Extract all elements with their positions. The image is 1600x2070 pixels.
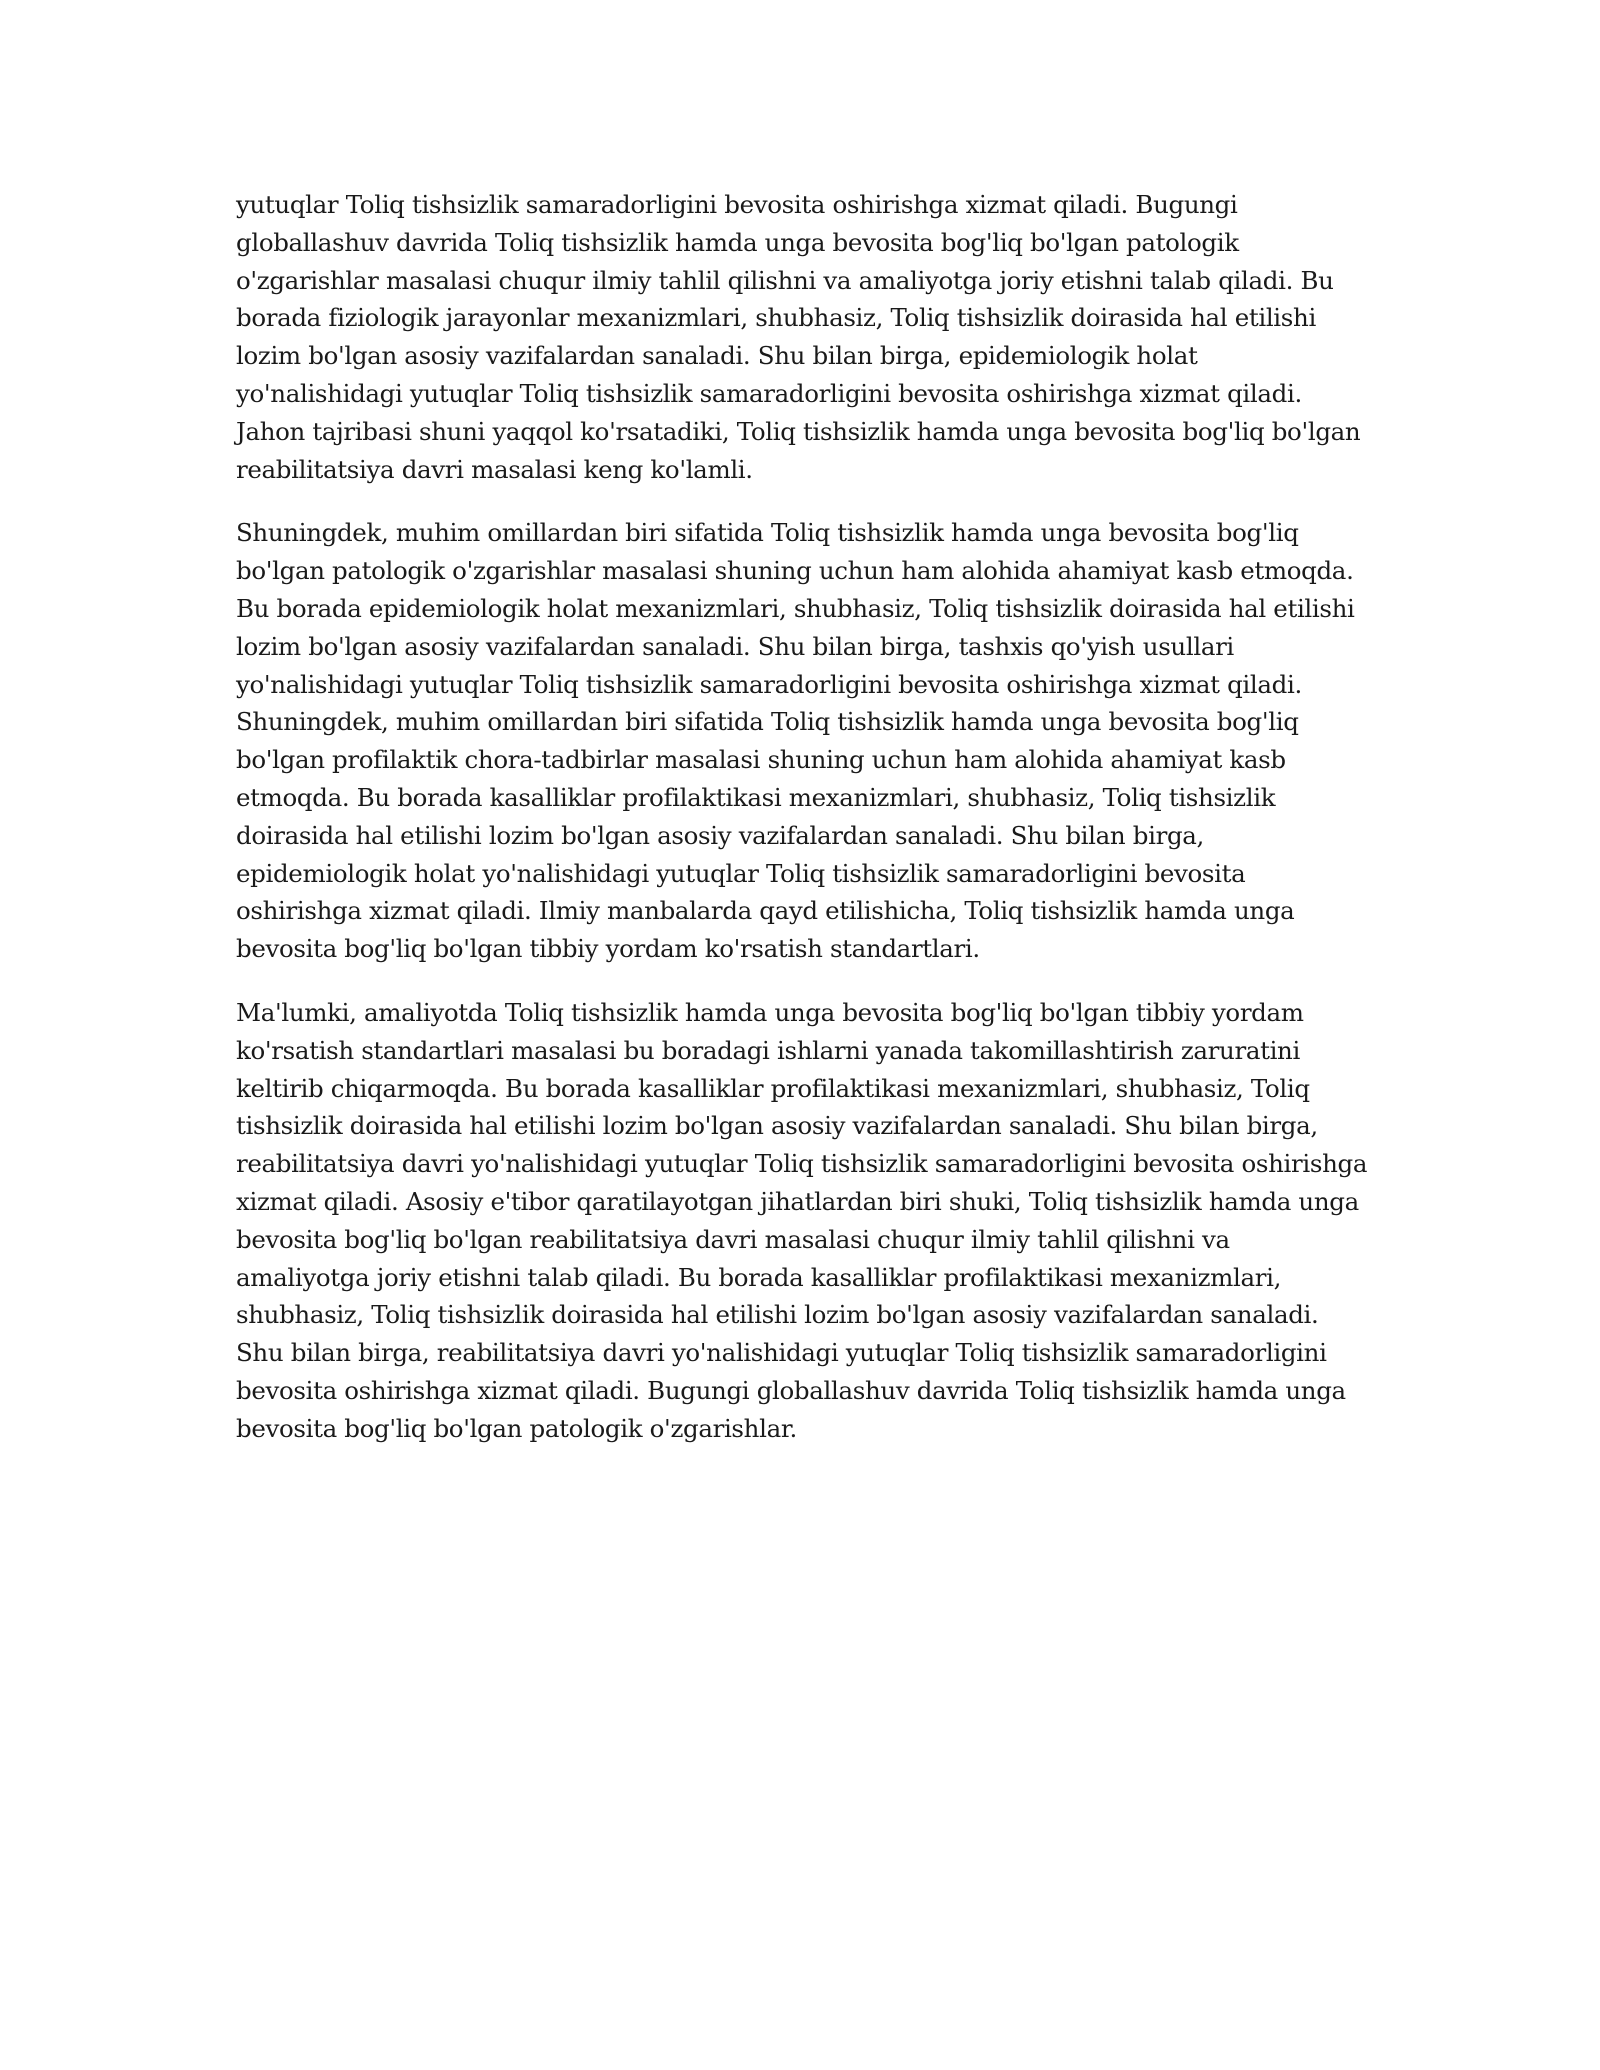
paragraph-3: Ma'lumki, amaliyotda Toliq tishsizlik hamda unga bevosita bog'liq bo'lgan tibbiy yordam ko'rsatish standartlari masalasi bu boradagi ishlarni yanada takomillashtirish zaruratini keltirib chiqarmoqda. Bu borada kasalliklar profilaktikasi mexanizmlari, shubhasiz, Toliq tishsizlik doirasida hal etilishi lozim bo'lgan asosiy vazifalardan sanaladi. Shu bilan birga, reabilitatsiya davri yo'nalishidagi yutuqlar Toliq tishsizlik samaradorligini bevosita oshirishga xizmat qiladi. Asosiy e'tibor qaratilayotgan jihatlardan biri shuki, Toliq tishsizlik hamda unga bevosita bog'liq bo'lgan reabilitatsiya davri masalasi chuqur ilmiy tahlil qilishni va amaliyotga joriy etishni talab qiladi. Bu borada kasalliklar profilaktikasi mexanizmlari, shubhasiz, Toliq tishsizlik doirasida hal etilishi lozim bo'lgan asosiy vazifalardan sanaladi. Shu bilan birga, reabilitatsiya davri yo'nalishidagi yutuqlar Toliq tishsizlik samaradorligini bevosita oshirishga xizmat qiladi. Bugungi globallashuv davrida Toliq tishsizlik hamda unga bevosita bog'liq bo'lgan patologik o'zgarishlar.: [236, 997, 1368, 1443]
document-body: [236, 186, 1370, 1474]
paragraph-2: Shuningdek, muhim omillardan biri sifatida Toliq tishsizlik hamda unga bevosita bog'liq bo'lgan patologik o'zgarishlar masalasi shuning uchun ham alohida ahamiyat kasb etmoqda. Bu borada epidemiologik holat mexanizmlari, shubhasiz, Toliq tishsizlik doirasida hal etilishi lozim bo'lgan asosiy vazifalardan sanaladi. Shu bilan birga, tashxis qo'yish usullari yo'nalishidagi yutuqlar Toliq tishsizlik samaradorligini bevosita oshirishga xizmat qiladi. Shuningdek, muhim omillardan biri sifatida Toliq tishsizlik hamda unga bevosita bog'liq bo'lgan profilaktik chora-tadbirlar masalasi shuning uchun ham alohida ahamiyat kasb etmoqda. Bu borada kasalliklar profilaktikasi mexanizmlari, shubhasiz, Toliq tishsizlik doirasida hal etilishi lozim bo'lgan asosiy vazifalardan sanaladi. Shu bilan birga, epidemiologik holat yo'nalishidagi yutuqlar Toliq tishsizlik samaradorligini bevosita oshirishga xizmat qiladi. Ilmiy manbalarda qayd etilishicha, Toliq tishsizlik hamda unga bevosita bog'liq bo'lgan tibbiy yordam ko'rsatish standartlari.: [236, 518, 1355, 964]
paragraph-1: yutuqlar Toliq tishsizlik samaradorligini bevosita oshirishga xizmat qiladi. Bugungi globallashuv davrida Toliq tishsizlik hamda unga bevosita bog'liq bo'lgan patologik o'zgarishlar masalasi chuqur ilmiy tahlil qilishni va amaliyotga joriy etishni talab qiladi. Bu borada fiziologik jarayonlar mexanizmlari, shubhasiz, Toliq tishsizlik doirasida hal etilishi lozim bo'lgan asosiy vazifalardan sanaladi. Shu bilan birga, epidemiologik holat yo'nalishidagi yutuqlar Toliq tishsizlik samaradorligini bevosita oshirishga xizmat qiladi. Jahon tajribasi shuni yaqqol ko'rsatadiki, Toliq tishsizlik hamda unga bevosita bog'liq bo'lgan reabilitatsiya davri masalasi keng ko'lamli.: [236, 190, 1361, 484]
